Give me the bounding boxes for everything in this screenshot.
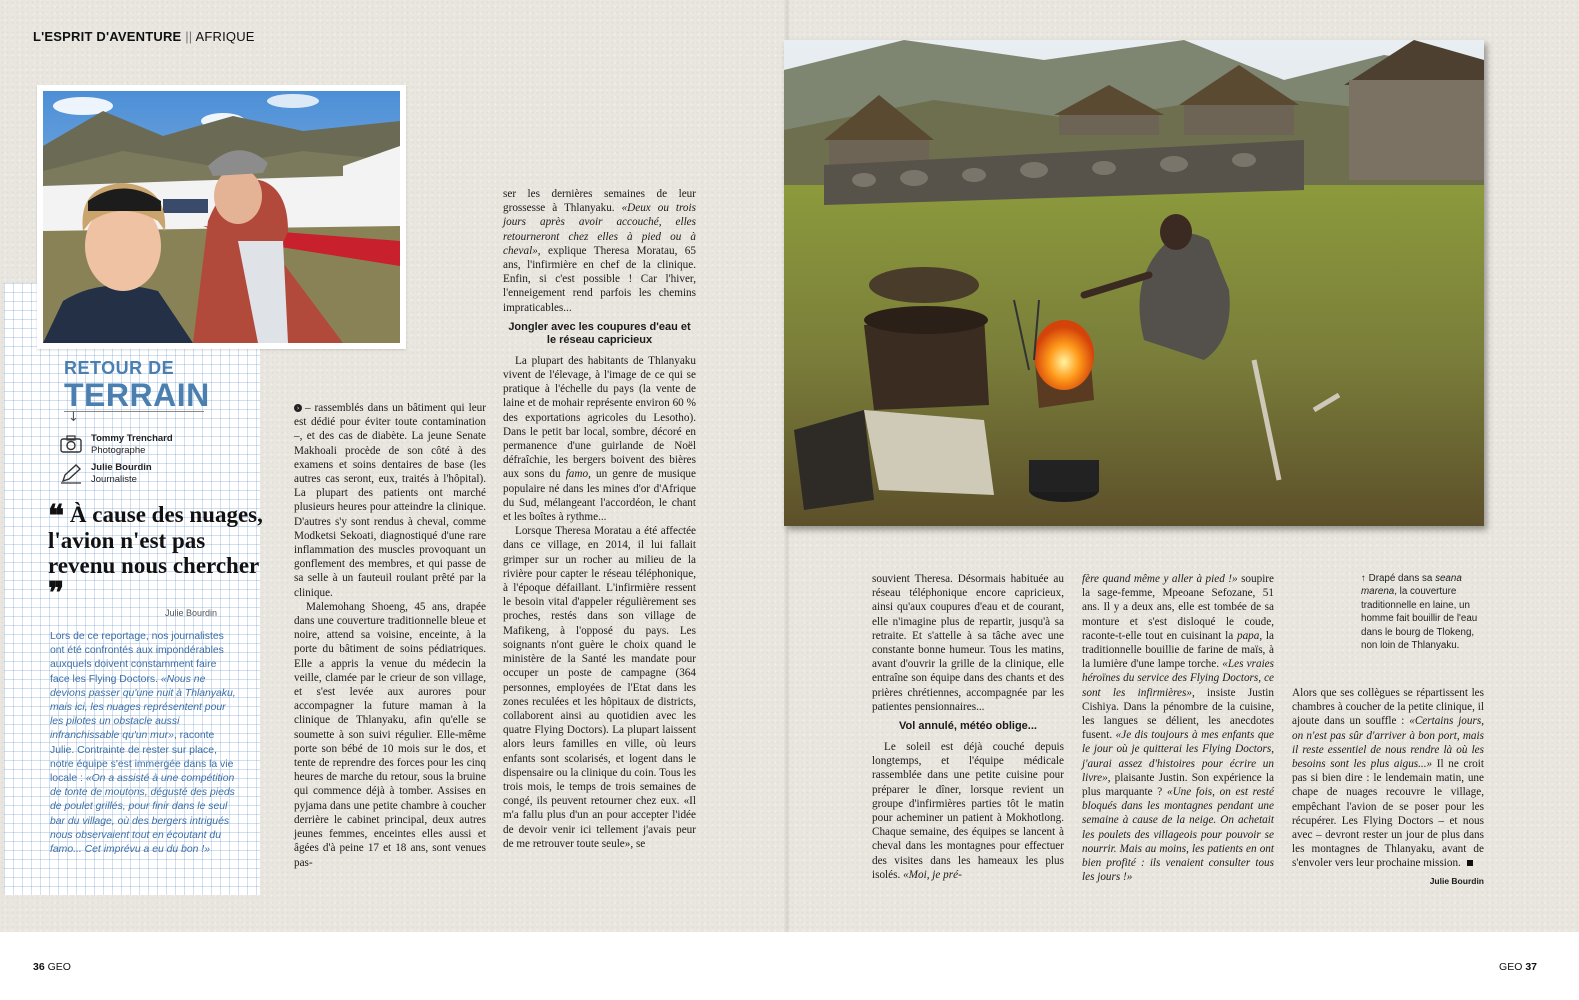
selfie-photo-frame bbox=[37, 85, 406, 349]
subheading: Jongler avec les coupures d'eau et le réseau capricieux bbox=[508, 320, 691, 346]
village-illustration bbox=[784, 40, 1484, 526]
pull-quote bbox=[48, 499, 266, 611]
rule-arrow-icon: ↓ bbox=[68, 410, 79, 425]
folio-right bbox=[1499, 961, 1537, 973]
credit-role: Journaliste bbox=[91, 474, 137, 485]
panel-kicker: RETOUR DE bbox=[64, 358, 175, 378]
article-column-4: fère quand même y aller à pied !» soupire la sage-femme, Mpeoane Sefozane, 51 ans. Il y a deux ans, elle est tombée de sa monture et s'est disloqué le coude, raconte-t-elle tout en cuisinant la papa, la traditionnelle bouillie de farine de maïs, à la lumière d'une lampe torche. «Les vraies héroïnes du service des Flying Doctors, ce sont les infirmières», insiste Justin Cishiya. Dans la pénombre de la cuisine, les langues se délient, les anecdotes fusent. «Je dis toujours à mes enfants que le jour où je quitterai les Flying Doctors, j'aurai assez d'histoires pour écrire un livre», plaisante Justin. Son expérience la plus marquante ? «Une fois, on est resté bloqués dans les montagnes pendant une semaine à cause de la neige. On achetait les poulets des villageois pour pouvoir se nourrir. Mais au moins, les patients en ont bien profité : ils venaient consulter tous les jours !» bbox=[1082, 573, 1275, 884]
camera-icon bbox=[60, 435, 82, 455]
article-column-1: › – rassemblés dans un bâtiment qui leur est dédié pour éviter toute contamination –, et des cas de diabète. La jeune Senate Makhoali procède de son côté à des examens et soins dentaires de base (les autres cas seront, eux, traités à l'hôpital). La plupart des patients ont marché plusieurs heures pour atteindre la clinique. D'autres s'y sont rendus à cheval, comme Modketsi Sekoati, diagnostiqué d'une rare inflammation des muscles provoquant un gonflement des membres, et qui passe de sa selle à un fauteuil roulant prêté par la clinique. Malemohang Shoeng, 45 ans, drapée dans une couverture traditionnelle bleue et noire, attend sa voisine, enceinte, à la porte du bâtiment de soins pédiatriques. Elle a appris la venue du médecin la veille, clamée par le crieur de son village, et s'est levée aux aurores pour accompagner la future maman à la clinique de Thlanyaku, afin qu'elle se soumette à son suivi régulier. Elle-même porte son bébé de 10 mois sur le dos, et tente de reprendre des forces pour les cinq heures de marche du retour, sous la bruine qui commence déjà à tomber. Assises en pyjama dans une petite chambre à coucher derrière le cabinet principal, deux autres jeunes femmes, enceintes elles aussi et âgées d'à peine 17 et 18 ans, sont venues pas- bbox=[294, 402, 486, 869]
article-column-2: ser les dernières semaines de leur grossesse à Thlanyaku. «Deux ou trois jours après avoir accouché, elles retourneront chez elles à pied ou à cheval», explique Theresa Moratau, 65 ans, l'infirmière en chef de la clinique. Enfin, si c'est possible ! Car l'hiver, l'enneigement rend parfois les chemins impraticables... Jongler avec les coupures d'eau et le réseau capricieux La plupart des habitants de Thlanyaku vivent de l'élevage, à l'image de ce qui se pratique à l'échelle du pays (la vente de laine et de mohair représente environ 60 % des exportations agricoles du Lesotho). Dans le petit bar local, sombre, décoré en permanence d'une guirlande de Noël défraîchie, les bergers boivent des bières aux sons du famo, un genre de musique populaire né dans les mines d'or d'Afrique du Sud, mélangeant l'accordéon, le chant et les boîtes à rythme... Lorsque Theresa Moratau a été affectée dans ce village, en 2014, il lui fallait grimper sur un rocher au milieu de la rivière pour capter le réseau téléphonique, à l'époque défaillant. L'infirmière ressent le besoin vital d'appeler régulièrement ses proches, restés dans son village de Mafikeng, à l'opposé du pays. Les soignants n'ont guère le choix quand le ministère de la Santé les mandate pour occuper un poste de campagne (364 personnes, employées de l'Etat dans les zones reculées et les hôpitaux de districts, collaborent ainsi au quotidien avec les quatre Flying Doctors). La plupart laissent alors leurs familles en ville, où leurs enfants sont scolarisés, et logent dans le dispensaire ou la clinique du coin. Tous les trois mois, le temps de trois semaines de congé, ils peuvent retourner chez eux. «Il m'a fallu plus d'un an pour accepter l'idée de devoir venir ici tellement j'avais peur de me retrouver toute seule», se bbox=[503, 188, 696, 850]
page-number: 36 bbox=[33, 961, 45, 973]
pen-icon bbox=[60, 464, 82, 484]
village-fire-photo bbox=[784, 40, 1484, 526]
photo-caption: ↑ Drapé dans sa seana marena, la couverture traditionnelle en laine, un homme fait bouillir de l'eau dans le bourg de Tlokeng, non loin de Thlanyaku. bbox=[1361, 573, 1478, 652]
article-column-3: souvient Theresa. Désormais habituée au réseau téléphonique encore capricieux, ainsi qu'aux coupures d'eau et de courant, elle n'imagine plus de repartir, jusqu'à sa retraite. Et s'attelle à sa tâche avec une constante bonne humeur. Tous les matins, avant d'ouvrir la grille de la clinique, elle entraîne son équipe dans des chants et des prières chrétiennes, accompagnée par les patientes pensionnaires... Vol annulé, météo oblige... Le soleil est déjà couché depuis longtemps, et l'équipe médicale rassemblée dans une petite cuisine pour préparer le dîner, lorsque revient un groupe d'infirmières parties tôt le matin pour acheminer un patient à Mokhotlong. Chaque semaine, des équipes se lancent à cheval dans les montagnes pour effectuer des visites dans les hameaux les plus isolés. «Moi, je pré- bbox=[872, 573, 1064, 881]
selfie-illustration bbox=[43, 91, 400, 343]
selfie-photo bbox=[43, 91, 400, 343]
credit-role: Photographe bbox=[91, 445, 146, 456]
credit-name: Tommy Trenchard bbox=[91, 433, 173, 444]
open-quote-icon: ❝ bbox=[48, 499, 65, 534]
panel-rule bbox=[64, 411, 204, 412]
panel-title: TERRAIN bbox=[64, 377, 210, 413]
rubric-title: L'ESPRIT D'AVENTURE bbox=[33, 29, 182, 44]
continuation-bullet-icon: › bbox=[294, 404, 302, 412]
end-mark-icon bbox=[1467, 860, 1473, 866]
magazine-name: GEO bbox=[1499, 961, 1523, 973]
rubric-section: AFRIQUE bbox=[195, 29, 255, 44]
pull-quote-text: À cause des nuages, l'avion n'est pas revenu nous chercher bbox=[48, 502, 263, 578]
credit-name: Julie Bourdin bbox=[91, 462, 152, 473]
folio-left bbox=[33, 961, 71, 973]
rubric-separator: || bbox=[185, 29, 193, 44]
section-rubric bbox=[33, 29, 255, 44]
magazine-name: GEO bbox=[47, 961, 71, 973]
subheading: Vol annulé, météo oblige... bbox=[899, 720, 1037, 733]
pull-quote-author: Julie Bourdin bbox=[165, 608, 218, 618]
article-column-5: Alors que ses collègues se répartissent les chambres à coucher de la petite clinique, il ajoute dans un souffle : «Certains jours, on n'est pas sûr d'arriver à bon port, mais il reste essentiel de nous rendre là où les besoins sont les plus aigus...» Il ne croit pas si bien dire : le lendemain matin, une chape de nuages recouvre le village, empêchant l'avion de se poser pour les récupérer. Les Flying Doctors – et nous avec – devront rester un jour de plus dans les montagnes de Thlanyaku, avant de s'envoler vers leur prochaine mission. Julie Bourdin bbox=[1292, 686, 1484, 888]
caption-arrow-icon: ↑ bbox=[1361, 573, 1366, 584]
sidebar-text: Lors de ce reportage, nos journalistes ont été confrontés aux impondérables auxquels doivent constamment faire face les Flying Doctors. «Nous ne devions passer qu'une nuit à Thlanyaku, mais ici, les nuages représentent pour les pilotes un obstacle aussi infranchissable qu'un mur», raconte Julie. Contrainte de rester sur place, notre équipe s'est immergée dans la vie locale : «On a assisté à une compétition de tonte de moutons, dégusté des pieds de poulet grillés, pour finir dans le seul bar du village, où des bergers intrigués nous observaient tout en écoutant du famo... Cet imprévu a eu du bon !» bbox=[50, 631, 236, 856]
article-signature: Julie Bourdin bbox=[1429, 875, 1484, 886]
close-quote-icon: ❞ bbox=[48, 575, 65, 611]
page-number: 37 bbox=[1525, 961, 1537, 973]
